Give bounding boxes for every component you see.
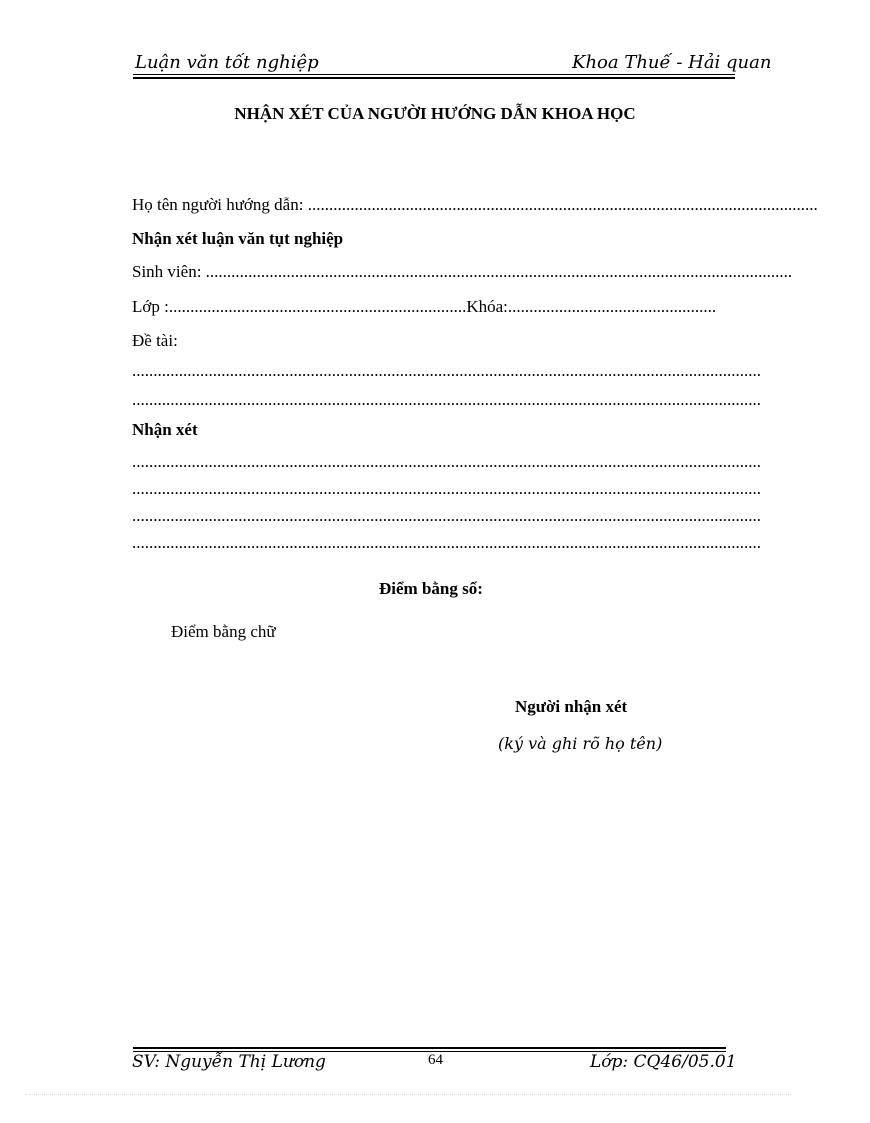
score-numeric-label: Điểm bằng số: [379,579,483,598]
header-rule-top [133,74,735,75]
supervisor-label: Họ tên người hướng dẫn: [132,195,308,214]
topic-label: Đề tài: [132,331,178,350]
header-rule-bottom [133,77,735,79]
comments-heading: Nhận xét [132,420,198,439]
comments-dots-line-2: .................................................................................................................................................... [132,479,761,498]
score-text-label: Điểm bằng chữ [171,622,276,641]
signature-note: (ký và ghi rõ họ tên) [498,734,663,753]
supervisor-dots: ........................................................................................................................ [307,195,818,214]
footer-class: Lớp: CQ46/05.01 [590,1052,737,1072]
course-label: Khóa: [466,297,508,316]
class-dots: ...................................................................... [168,297,467,316]
page-bottom-border [25,1094,791,1095]
header-left: Luận văn tốt nghiệp [135,52,319,73]
comments-dots-line-3: .................................................................................................................................................... [132,506,761,525]
student-label: Sinh viên: [132,262,206,281]
student-row [132,262,793,282]
page-title: NHẬN XÉT CỦA NGƯỜI HƯỚNG DẪN KHOA HỌC [234,104,636,123]
class-label: Lớp : [132,297,169,316]
supervisor-row [132,195,818,215]
header-right: Khoa Thuế - Hải quan [572,52,772,73]
footer-student: SV: Nguyễn Thị Lương [132,1052,326,1072]
topic-dots-line-1: .................................................................................................................................................... [132,361,761,380]
signature-title: Người nhận xét [515,697,628,716]
footer-rule-top [133,1047,726,1049]
student-dots: .......................................................................................................................................... [205,262,793,281]
thesis-review-heading: Nhận xét luận văn tụt nghiệp [132,229,344,248]
topic-dots-line-2: .................................................................................................................................................... [132,390,761,409]
footer-page-number: 64 [428,1052,443,1068]
course-dots: ................................................. [507,297,717,316]
comments-dots-line-1: .................................................................................................................................................... [132,452,761,471]
comments-dots-line-4: .................................................................................................................................................... [132,533,761,552]
class-course-row [132,297,717,317]
